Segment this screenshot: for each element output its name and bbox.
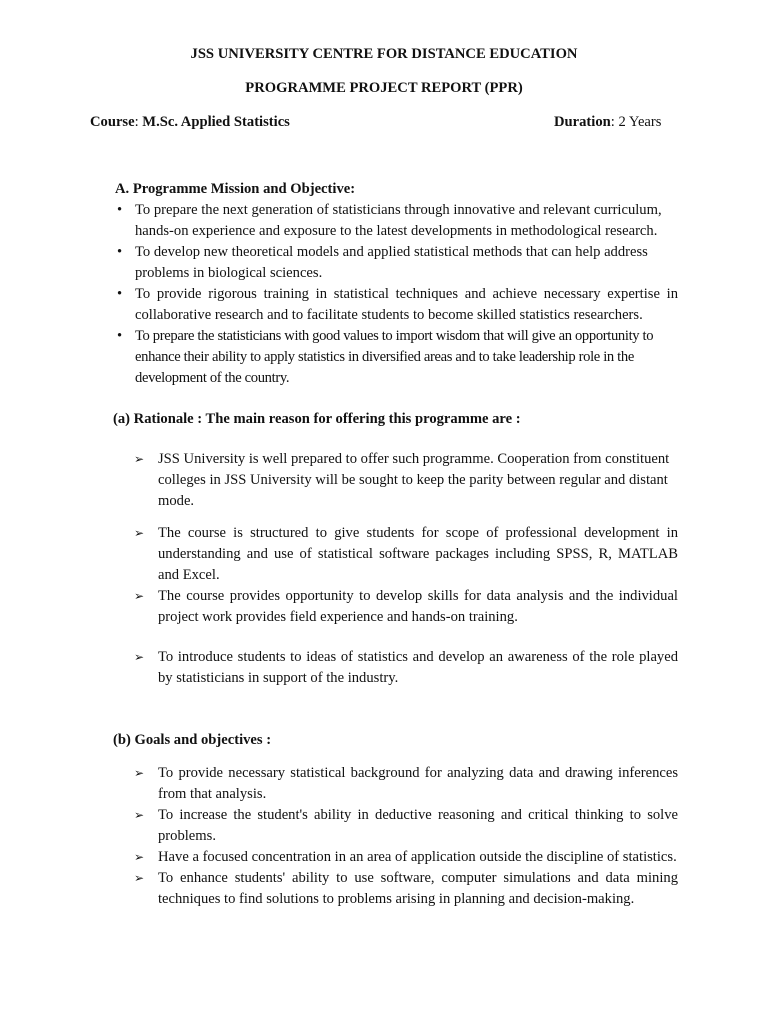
arrowhead-bullet-icon: ➢ (134, 850, 145, 864)
arrowhead-bullet-icon: ➢ (134, 650, 145, 664)
list-item-text: The course provides opportunity to develop skills for data analysis and the individual project work provides field experience and hands-on training. (158, 588, 678, 625)
course-line: Course: M.Sc. Applied Statistics (90, 114, 290, 130)
list-item (0, 523, 768, 586)
bullet-dot-icon: • (117, 328, 123, 344)
course-label: Course (90, 114, 135, 130)
list-item-text: To provide necessary statistical background for analyzing data and drawing inferences from that analysis. (158, 765, 678, 802)
list-item (0, 647, 768, 689)
goals-heading: (b) Goals and objectives : (113, 732, 272, 748)
list-item-text: Have a focused concentration in an area of application outside the discipline of statistics. (158, 849, 677, 865)
arrowhead-bullet-icon: ➢ (134, 589, 145, 603)
rationale-list (0, 449, 768, 512)
university-title: JSS UNIVERSITY CENTRE FOR DISTANCE EDUCATION (190, 46, 578, 62)
report-title: PROGRAMME PROJECT REPORT (PPR) (245, 80, 523, 96)
list-item (0, 284, 768, 326)
list-item (0, 449, 768, 512)
duration-line: Duration: 2 Years (554, 114, 662, 130)
section-a-heading: A. Programme Mission and Objective: (115, 181, 356, 197)
rationale-list-cont (0, 523, 768, 628)
arrowhead-bullet-icon: ➢ (134, 871, 145, 885)
list-item-text: The course is structured to give students for scope of professional development in understanding and use of statistical software packages including SPSS, R, MATLAB and Excel. (158, 525, 678, 583)
list-item (0, 868, 768, 910)
list-item-text: To enhance students' ability to use software, computer simulations and data mining techniques to find solutions to problems arising in planning and decision-making. (158, 870, 678, 907)
list-item (0, 326, 768, 389)
list-item (0, 847, 768, 868)
list-item-text: To increase the student's ability in deductive reasoning and critical thinking to solve problems. (158, 807, 678, 844)
duration-value: 2 Years (618, 114, 662, 130)
goals-list (0, 763, 768, 910)
list-item (0, 242, 768, 284)
list-item-text: To introduce students to ideas of statistics and develop an awareness of the role played by statisticians in support of the industry. (158, 649, 678, 686)
arrowhead-bullet-icon: ➢ (134, 808, 145, 822)
bullet-dot-icon: • (117, 202, 123, 218)
bullet-dot-icon: • (117, 244, 123, 260)
bullet-dot-icon: • (117, 286, 123, 302)
arrowhead-bullet-icon: ➢ (134, 526, 145, 540)
duration-label: Duration (554, 114, 611, 130)
mission-bullet-list (0, 200, 768, 389)
list-item (0, 805, 768, 847)
course-value: M.Sc. Applied Statistics (142, 114, 290, 130)
rationale-heading: (a) Rationale : The main reason for offering this programme are : (113, 411, 521, 427)
list-item-text: To provide rigorous training in statistical techniques and achieve necessary expertise in collaborative research and to facilitate students to become skilled statistics researchers. (135, 286, 678, 323)
arrowhead-bullet-icon: ➢ (134, 766, 145, 780)
list-item (0, 763, 768, 805)
list-item-text: To develop new theoretical models and applied statistical methods that can help address problems in biological sciences. (135, 244, 648, 281)
list-item-text: To prepare the statisticians with good values to import wisdom that will give an opportunity to enhance their ability to apply statistics in diversified areas and to take leadership role in the development of the country. (135, 328, 654, 386)
rationale-list-end (0, 647, 768, 689)
list-item-text: To prepare the next generation of statisticians through innovative and relevant curriculum, hands-on experience and exposure to the latest developments in methodological research. (135, 202, 662, 239)
list-item (0, 200, 768, 242)
list-item (0, 586, 768, 628)
list-item-text: JSS University is well prepared to offer such programme. Cooperation from constituent colleges in JSS University will be sought to keep the parity between regular and distant mode. (158, 451, 670, 509)
arrowhead-bullet-icon: ➢ (134, 452, 145, 466)
